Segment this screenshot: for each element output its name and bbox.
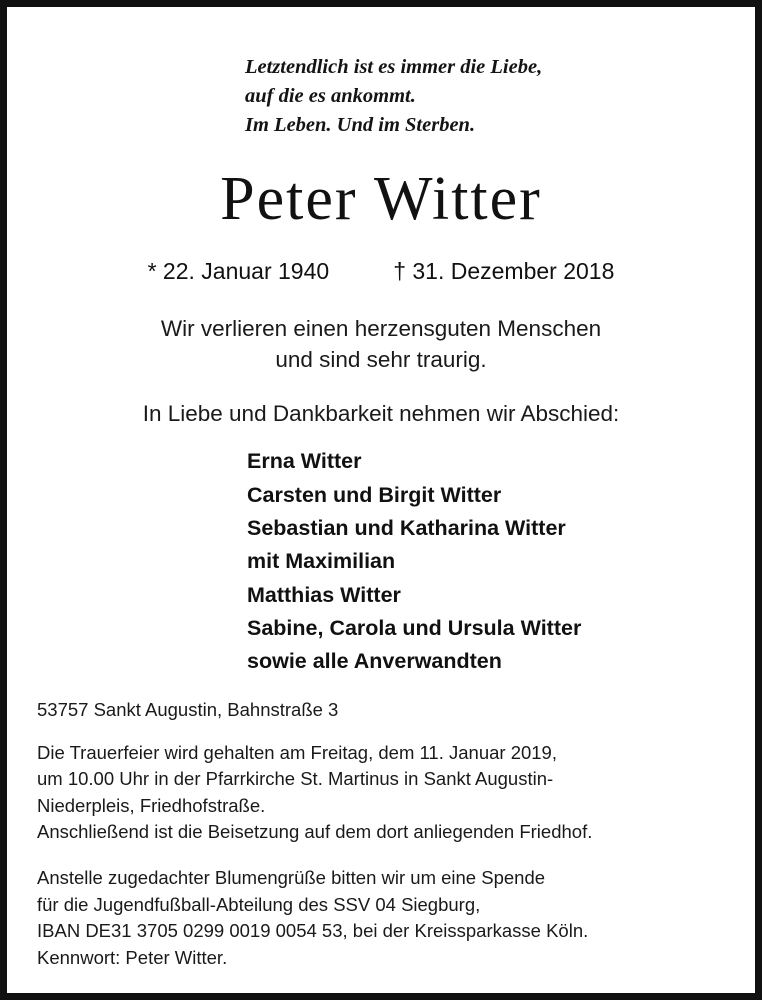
list-item: mit Maximilian <box>247 549 396 574</box>
donation-line-3: IBAN DE31 3705 0299 0019 0054 53, bei der Kreissparkasse Köln. <box>37 920 589 942</box>
epitaph-line-1: Letztendlich ist es immer die Liebe, <box>245 56 543 78</box>
family-list <box>37 445 725 678</box>
funeral-line-2: um 10.00 Uhr in der Pfarrkirche St. Martinus in Sankt Augustin- <box>37 768 554 790</box>
list-item: sowie alle Anverwandten <box>247 649 502 674</box>
list-item: Sabine, Carola und Ursula Witter <box>247 615 582 640</box>
list-item: Matthias Witter <box>247 582 401 607</box>
donation-line-1: Anstelle zugedachter Blumengrüße bitten wir um eine Spende <box>37 867 546 889</box>
death-date: † 31. Dezember 2018 <box>393 258 615 285</box>
epitaph <box>245 53 725 140</box>
donation-details <box>37 865 725 972</box>
mourning-message-line-1: Wir verlieren einen herzensguten Menschen <box>160 316 602 342</box>
farewell-intro: In Liebe und Dankbarkeit nehmen wir Abschied: <box>142 401 620 427</box>
life-dates <box>37 258 725 285</box>
donation-line-4: Kennwort: Peter Witter. <box>37 946 228 968</box>
deceased-name: Peter Witter <box>220 165 542 234</box>
funeral-details <box>37 740 725 847</box>
epitaph-line-2: auf die es ankommt. <box>245 85 416 108</box>
donation-line-2: für die Jugendfußball-Abteilung des SSV 04 Siegburg, <box>37 893 481 915</box>
funeral-line-4: Anschließend ist die Beisetzung auf dem dort anliegenden Friedhof. <box>37 821 593 843</box>
mourning-message-line-2: und sind sehr traurig. <box>275 347 487 373</box>
list-item: Carsten und Birgit Witter <box>247 482 502 507</box>
epitaph-line-3: Im Leben. Und im Sterben. <box>245 114 476 137</box>
birth-date: * 22. Januar 1940 <box>147 258 330 285</box>
funeral-line-1: Die Trauerfeier wird gehalten am Freitag, dem 11. Januar 2019, <box>37 741 557 763</box>
mourning-message <box>37 313 725 375</box>
list-item: Erna Witter <box>247 449 362 474</box>
address-line: 53757 Sankt Augustin, Bahnstraße 3 <box>37 698 339 720</box>
list-item: Sebastian und Katharina Witter <box>247 516 566 541</box>
funeral-line-3: Niederpleis, Friedhofstraße. <box>37 794 266 816</box>
